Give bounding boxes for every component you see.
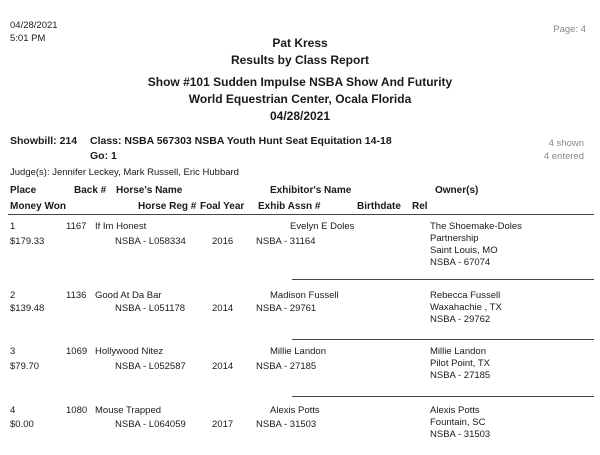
entry-owner-line: Rebecca Fussell — [430, 290, 501, 301]
col-money-won: Money Won — [10, 201, 66, 212]
entry-foal-year: 2014 — [212, 361, 234, 372]
entry-exhib-assn: NSBA - 31164 — [256, 236, 316, 247]
entry-place: 2 — [10, 290, 16, 301]
entry-owner-line: NSBA - 29762 — [430, 314, 491, 325]
col-foal-year: Foal Year — [200, 201, 245, 212]
entry-owner-line: Saint Louis, MO — [430, 245, 498, 256]
entry-horse-reg: NSBA - L058334 — [115, 236, 186, 247]
report-time: 5:01 PM — [10, 33, 46, 44]
judges-line: Judge(s): Jennifer Leckey, Mark Russell, Eric Hubbard — [10, 167, 239, 178]
entry-horse-name: Good At Da Bar — [95, 290, 162, 301]
entry-foal-year: 2016 — [212, 236, 234, 247]
entry-horse-name: If Im Honest — [95, 221, 147, 232]
report-date: 04/28/2021 — [10, 20, 58, 31]
entry-owner-line: NSBA - 67074 — [430, 257, 491, 268]
entry-owner-line: Fountain, SC — [430, 417, 486, 428]
col-exhibitor-name: Exhibitor's Name — [270, 185, 352, 196]
entry-exhibitor-name: Alexis Potts — [270, 405, 320, 416]
entry-money-won: $139.48 — [10, 303, 45, 314]
entry-horse-name: Mouse Trapped — [95, 405, 162, 416]
row-divider — [292, 396, 594, 397]
entry-horse-reg: NSBA - L051178 — [115, 303, 186, 314]
entry-exhibitor-name: Millie Landon — [270, 346, 326, 357]
entry-owner-line: The Shoemake-Doles — [430, 221, 522, 232]
entry-back-number: 1080 — [66, 405, 88, 416]
row-divider — [292, 279, 594, 280]
show-title: Show #101 Sudden Impulse NSBA Show And Futurity — [147, 75, 453, 89]
entry-exhib-assn: NSBA - 31503 — [256, 419, 317, 430]
header-divider — [8, 214, 594, 215]
page-number: Page: 4 — [553, 24, 586, 35]
entry-place: 3 — [10, 346, 16, 357]
go-number: Go: 1 — [90, 150, 117, 162]
entry-owner-line: Alexis Potts — [430, 405, 480, 416]
entry-place: 4 — [10, 405, 16, 416]
col-back: Back # — [74, 185, 107, 196]
entry-back-number: 1136 — [66, 290, 87, 301]
entry-back-number: 1069 — [66, 346, 88, 357]
entry-place: 1 — [10, 221, 16, 232]
entry-owner-line: Pilot Point, TX — [430, 358, 491, 369]
entry-back-number: 1167 — [66, 221, 87, 232]
entry-money-won: $179.33 — [10, 236, 45, 247]
col-birthdate: Birthdate — [357, 201, 401, 212]
entry-exhibitor-name: Evelyn E Doles — [290, 221, 355, 232]
col-place: Place — [10, 185, 37, 196]
show-venue: World Equestrian Center, Ocala Florida — [188, 92, 412, 106]
entry-owner-line: NSBA - 27185 — [430, 370, 491, 381]
entry-exhib-assn: NSBA - 27185 — [256, 361, 317, 372]
report-title: Results by Class Report — [230, 53, 370, 67]
col-horse-name: Horse's Name — [116, 185, 183, 196]
entry-owner-line: Waxahachie , TX — [430, 302, 502, 313]
col-rel: Rel — [412, 201, 428, 212]
entry-exhib-assn: NSBA - 29761 — [256, 303, 317, 314]
entry-owner-line: NSBA - 31503 — [430, 429, 491, 440]
entry-foal-year: 2017 — [212, 419, 234, 430]
class-name: Class: NSBA 567303 NSBA Youth Hunt Seat Equitation 14-18 — [90, 135, 392, 147]
col-exhib-assn: Exhib Assn # — [258, 201, 321, 212]
entry-owner-line: Partnership — [430, 233, 479, 244]
entry-money-won: $79.70 — [10, 361, 40, 372]
entry-exhibitor-name: Madison Fussell — [270, 290, 339, 301]
entry-horse-name: Hollywood Nitez — [95, 346, 164, 357]
entry-owner-line: Millie Landon — [430, 346, 486, 357]
entered-count: 4 entered — [543, 151, 584, 162]
col-horse-reg: Horse Reg # — [138, 201, 197, 212]
shown-count: 4 shown — [548, 138, 584, 149]
show-date: 04/28/2021 — [269, 109, 331, 123]
showbill-number: Showbill: 214 — [10, 135, 78, 147]
entry-money-won: $0.00 — [10, 419, 34, 430]
row-divider — [292, 339, 594, 340]
col-owners: Owner(s) — [435, 185, 479, 196]
entry-horse-reg: NSBA - L064059 — [115, 419, 186, 430]
entry-foal-year: 2014 — [212, 303, 234, 314]
report-owner-name: Pat Kress — [272, 36, 328, 50]
entry-horse-reg: NSBA - L052587 — [115, 361, 186, 372]
